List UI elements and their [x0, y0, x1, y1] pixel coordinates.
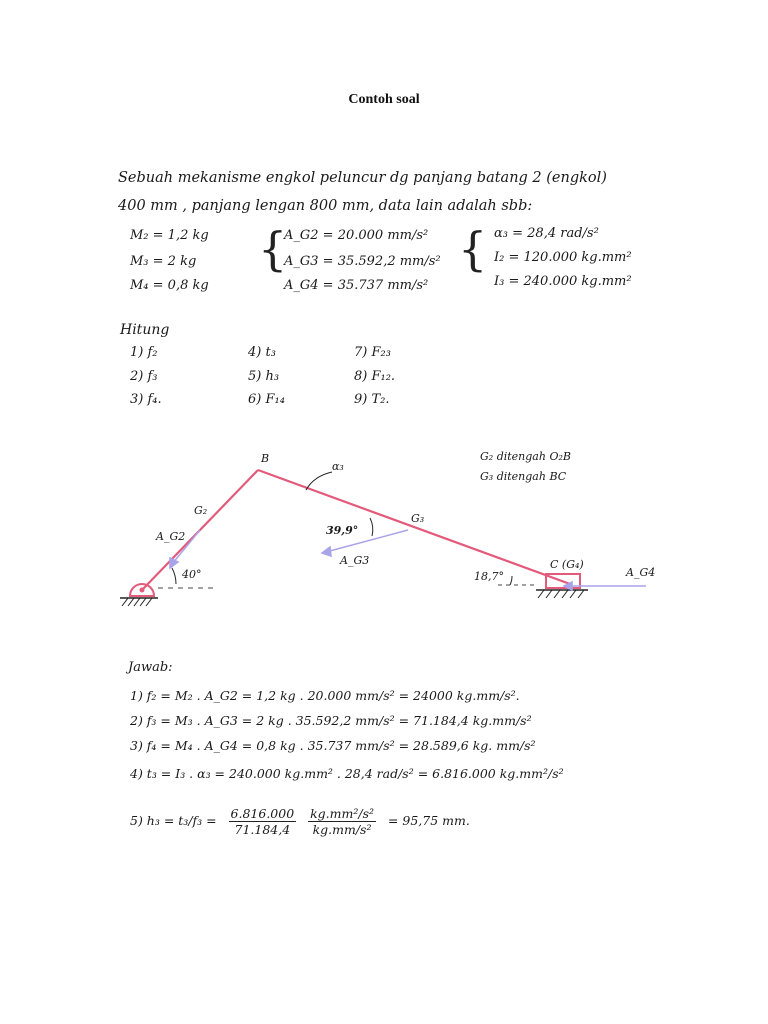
alpha3: α₃ = 28,4 rad/s²	[494, 226, 599, 241]
mass-m2: M₂ = 1,2 kg	[130, 228, 209, 243]
label-g3: G₃	[411, 512, 425, 525]
page-title: Contoh soal	[348, 92, 420, 107]
label-angle-18: 18,7°	[474, 570, 504, 583]
hitung-heading: Hitung	[120, 322, 170, 338]
label-ag3: A_G3	[340, 554, 370, 567]
jawab-line-2: 2) f₃ = M₃ . A_G3 = 2 kg . 35.592,2 mm/s² = 71.184,4 kg.mm/s²	[130, 713, 532, 728]
hitung-item-7: 7) F₂₃	[354, 345, 391, 360]
link-3	[258, 470, 570, 584]
right-brace: {	[458, 222, 488, 276]
vector-ag3-head	[322, 547, 331, 556]
hitung-item-1: 1) f₂	[130, 345, 158, 360]
hitung-item-8: 8) F₁₂.	[354, 369, 396, 384]
intro-line-2: 400 mm , panjang lengan 800 mm, data lain adalah sbb:	[118, 198, 533, 214]
label-g2: G₂	[194, 504, 208, 517]
note-g3: G₃ ditengah BC	[480, 470, 567, 483]
jawab-line-4: 4) t₃ = I₃ . α₃ = 240.000 kg.mm² . 28,4 rad/s² = 6.816.000 kg.mm²/s²	[130, 766, 564, 781]
hitung-item-6: 6) F₁₄	[248, 392, 285, 407]
label-ag2: A_G2	[156, 530, 186, 543]
accel-ag4: A_G4 = 35.737 mm/s²	[284, 278, 429, 293]
jawab-line-5	[130, 806, 470, 837]
hitung-item-9: 9) T₂.	[354, 392, 390, 407]
jawab-heading: Jawab:	[128, 660, 173, 675]
ground-c	[498, 585, 588, 598]
fraction-values-num: 6.816.000	[230, 806, 295, 821]
fraction-units	[308, 806, 376, 837]
fraction-values	[229, 806, 297, 837]
mechanism-diagram	[118, 438, 658, 618]
label-angle-40: 40°	[182, 568, 202, 581]
fraction-values-den: 71.184,4	[234, 822, 291, 837]
fraction-units-num: kg.mm²/s²	[310, 806, 374, 821]
note-g2: G₂ ditengah O₂B	[480, 450, 571, 463]
intro-line-1: Sebuah mekanisme engkol peluncur dg panjang batang 2 (engkol)	[118, 170, 607, 186]
mass-m3: M₃ = 2 kg	[130, 254, 197, 269]
left-brace: {	[258, 222, 288, 276]
angle-39-arc	[370, 518, 373, 536]
inertia-i2: I₂ = 120.000 kg.mm²	[494, 250, 632, 265]
label-angle-39: 39,9°	[326, 524, 359, 537]
label-ag4: A_G4	[626, 566, 656, 579]
label-alpha3: α₃	[332, 460, 344, 473]
accel-ag3: A_G3 = 35.592,2 mm/s²	[284, 254, 441, 269]
jawab-line-1: 1) f₂ = M₂ . A_G2 = 1,2 kg . 20.000 mm/s² = 24000 kg.mm/s².	[130, 688, 520, 703]
hitung-item-3: 3) f₄.	[130, 392, 162, 407]
vector-ag2-head	[170, 558, 178, 568]
angle-40-arc	[172, 568, 176, 584]
jawab-line-5-lhs: 5) h₃ = t₃/f₃ =	[130, 813, 217, 828]
accel-ag2: A_G2 = 20.000 mm/s²	[284, 228, 429, 243]
jawab-line-3: 3) f₄ = M₄ . A_G4 = 0,8 kg . 35.737 mm/s² = 28.589,6 kg. mm/s²	[130, 738, 536, 753]
jawab-line-5-result: = 95,75 mm.	[387, 813, 470, 828]
mass-m4: M₄ = 0,8 kg	[130, 278, 209, 293]
inertia-i3: I₃ = 240.000 kg.mm²	[494, 274, 632, 289]
angle-18-arc	[510, 576, 512, 585]
alpha3-pointer	[306, 472, 332, 490]
label-c: C (G₄)	[550, 558, 584, 571]
hitung-item-5: 5) h₃	[248, 369, 280, 384]
fraction-units-den: kg.mm/s²	[312, 822, 372, 837]
hitung-item-4: 4) t₃	[248, 345, 276, 360]
hitung-item-2: 2) f₃	[130, 369, 158, 384]
label-b: B	[261, 452, 270, 465]
